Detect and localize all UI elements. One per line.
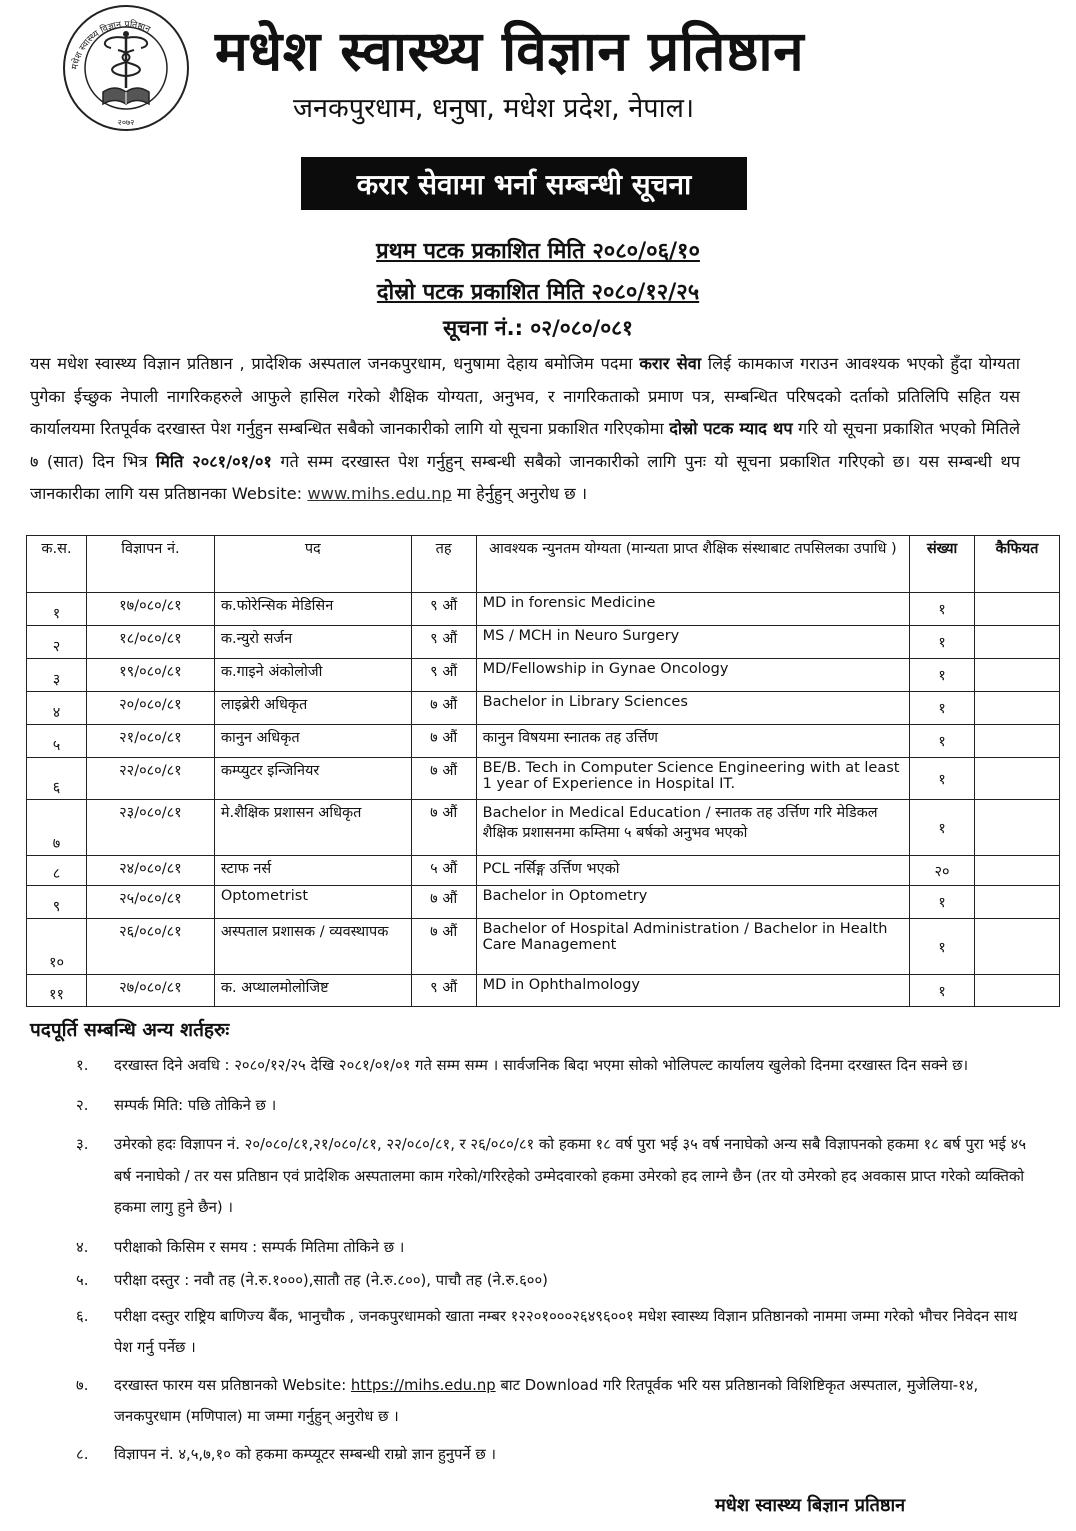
cell-count: १ <box>910 725 975 758</box>
condition-item <box>70 1232 1030 1264</box>
condition-text: दरखास्त फारम यस प्रतिष्ठानको Website: <box>114 1376 347 1394</box>
table-row <box>27 725 1060 758</box>
svg-text:मधेश स्वास्थ्य विज्ञान प्रतिष्: मधेश स्वास्थ्य विज्ञान प्रतिष्ठान <box>70 19 152 71</box>
cell-adv-no: २१/०८०/८१ <box>86 725 214 758</box>
notice-number: सूचना नं.: ०२/०८०/०८१ <box>443 316 633 340</box>
cell-remarks <box>975 659 1060 692</box>
cell-count: १ <box>910 692 975 725</box>
cell-level: ९ औं <box>411 659 476 692</box>
condition-text: सम्पर्क मिति: पछि तोकिने छ । <box>114 1096 277 1114</box>
cell-qualification: BE/B. Tech in Computer Science Engineering with at least 1 year of Experience in Hospital IT. <box>476 758 909 800</box>
cell-sn: ११ <box>27 975 87 1007</box>
cell-qualification: MS / MCH in Neuro Surgery <box>476 626 909 659</box>
cell-level: ९ औं <box>411 975 476 1007</box>
condition-number: ३. <box>76 1136 89 1153</box>
cell-sn: १० <box>27 919 87 975</box>
letterhead <box>0 0 1076 150</box>
table-row <box>27 800 1060 856</box>
intro-text: गरि यो सूचना प्रकाशित भएको मितिले ७ (सात) दिन भित्र <box>30 419 1020 471</box>
condition-number: ५. <box>76 1272 89 1289</box>
cell-sn: ३ <box>27 659 87 692</box>
table-row <box>27 626 1060 659</box>
condition-number: ४. <box>76 1238 89 1256</box>
cell-level: ९ औं <box>411 626 476 659</box>
cell-post: अस्पताल प्रशासक / व्यवस्थापक <box>214 919 411 975</box>
cell-level: ५ औं <box>411 856 476 886</box>
notice-banner: करार सेवामा भर्ना सम्बन्धी सूचना <box>301 157 747 210</box>
intro-emphasis: करार सेवा <box>639 354 702 373</box>
svg-text:२०७२: २०७२ <box>117 118 135 127</box>
header-remarks: कैफियत <box>975 536 1060 593</box>
condition-number: ८. <box>76 1445 89 1463</box>
cell-sn: ७ <box>27 800 87 856</box>
cell-count: १ <box>910 800 975 856</box>
cell-count: १ <box>910 593 975 626</box>
cell-count: २० <box>910 856 975 886</box>
cell-level: ७ औं <box>411 919 476 975</box>
condition-item <box>70 1129 1030 1224</box>
cell-sn: ४ <box>27 692 87 725</box>
table-row <box>27 692 1060 725</box>
cell-remarks <box>975 856 1060 886</box>
cell-count: १ <box>910 975 975 1007</box>
cell-remarks <box>975 800 1060 856</box>
cell-remarks <box>975 975 1060 1007</box>
cell-qualification: MD/Fellowship in Gynae Oncology <box>476 659 909 692</box>
cell-count: १ <box>910 919 975 975</box>
institution-logo <box>55 4 197 132</box>
cell-sn: ८ <box>27 856 87 886</box>
cell-level: ७ औं <box>411 725 476 758</box>
cell-adv-no: १७/०८०/८१ <box>86 593 214 626</box>
condition-text: बाट Download गरि रितपूर्वक भरि यस प्रतिष्ठानको विशिष्टिकृत अस्पताल, मुजेलिया-१४, जनकपुरधाम (मणिपाल) मा जम्मा गर्नुहुन् अनुरोध छ । <box>114 1376 979 1425</box>
condition-item <box>70 1265 1030 1297</box>
condition-item <box>70 1090 1030 1122</box>
cell-remarks <box>975 758 1060 800</box>
table-row <box>27 593 1060 626</box>
institution-name: मधेश स्वास्थ्य विज्ञान प्रतिष्ठान <box>215 19 805 83</box>
cell-adv-no: २६/०८०/८१ <box>86 919 214 975</box>
institution-address: जनकपुरधाम, धनुषा, मधेश प्रदेश, नेपाल। <box>293 93 695 124</box>
header-count: संख्या <box>910 536 975 593</box>
cell-remarks <box>975 626 1060 659</box>
table-row <box>27 919 1060 975</box>
cell-count: १ <box>910 886 975 919</box>
condition-item <box>70 1370 1030 1433</box>
intro-text: मा हेर्नुहुन् अनुरोध छ । <box>457 484 587 503</box>
cell-remarks <box>975 692 1060 725</box>
intro-text: लिई कामकाज गराउन आवश्यक भएको हुँदा योग्यता पुगेका ईच्छुक नेपाली नागरिकहरुले आफुले हासिल गरेको शैक्षिक योग्यता, अनुभव, र नागरिकताको प्रमाण पत्र, सम्बन्धित परिषदको दर्ताको प्रतिलिपि सहित यस कार्यालयमा रितपूर्वक दरखास्त पेश गर्नुहुन सम्बन्धित सबैको जानकारीको लागि यो सूचना प्रकाशित गरिएकोमा <box>30 354 1020 438</box>
cell-post: कानुन अधिकृत <box>214 725 411 758</box>
cell-level: ७ औं <box>411 758 476 800</box>
cell-adv-no: २७/०८०/८१ <box>86 975 214 1007</box>
cell-qualification: Bachelor in Medical Education / स्नातक तह उर्त्तिण गरि मेडिकल शैक्षिक प्रशासनमा कम्तिमा ५ बर्षको अनुभव भएको <box>476 800 909 856</box>
table-header-row <box>27 536 1060 593</box>
cell-qualification: Bachelor in Library Sciences <box>476 692 909 725</box>
table-row <box>27 659 1060 692</box>
cell-post: लाइब्रेरी अधिकृत <box>214 692 411 725</box>
condition-number: २. <box>76 1096 89 1114</box>
cell-remarks <box>975 593 1060 626</box>
download-link[interactable]: https://mihs.edu.np <box>350 1376 496 1394</box>
cell-post: क.न्युरो सर्जन <box>214 626 411 659</box>
condition-item <box>70 1050 1030 1082</box>
cell-level: ९ औं <box>411 593 476 626</box>
condition-text: परीक्षाको किसिम र समय : सम्पर्क मितिमा तोकिने छ । <box>114 1238 405 1256</box>
header-adv-no: विज्ञापन नं. <box>86 536 214 593</box>
condition-number: ६. <box>76 1307 89 1325</box>
cell-remarks <box>975 886 1060 919</box>
header-level: तह <box>411 536 476 593</box>
table-row <box>27 975 1060 1007</box>
cell-sn: २ <box>27 626 87 659</box>
intro-text: गते सम्म दरखास्त पेश गर्नुहुन् सम्बन्धी सबैको जानकारीको लागि पुनः यो सूचना प्रकाशित गरिएको छ। यस सम्बन्धी थप जानकारीका लागि यस प्रतिष्ठानका Website: <box>30 451 1020 503</box>
cell-adv-no: २५/०८०/८१ <box>86 886 214 919</box>
condition-text: विज्ञापन नं. ४,५,७,१० को हकमा कम्प्यूटर सम्बन्धी राम्रो ज्ञान हुनुपर्ने छ । <box>114 1445 497 1463</box>
table-row <box>27 886 1060 919</box>
first-publication-date: प्रथम पटक प्रकाशित मिति २०८०/०६/१० <box>376 239 700 264</box>
cell-post: स्टाफ नर्स <box>214 856 411 886</box>
cell-adv-no: १८/०८०/८१ <box>86 626 214 659</box>
intro-emphasis: मिति २०८१/०१/०१ <box>155 451 272 471</box>
header-sn: क.स. <box>27 536 87 593</box>
condition-text: उमेरको हदः विज्ञापन नं. २०/०८०/८१,२१/०८०/८१, २२/०८०/८१, र २६/०८०/८१ को हकमा १८ वर्ष पुरा भई ३५ वर्ष ननाघेको अन्य सबै विज्ञापनको हकमा १८ बर्ष पुरा भई ४५ बर्ष ननाघेको / तर यस प्रतिष्ठान एवं प्रादेशिक अस्पतालमा काम गरेको/गरिरहेको उम्मेदवारको हकमा उमेरको हद लाग्ने छैन (तर यो उमेरको हद अवकास प्राप्त गरेको व्यक्तिको हकमा लागु हुने छैन) । <box>114 1136 1027 1216</box>
condition-text: दरखास्त दिने अवधि : २०८०/१२/२५ देखि २०८१/०१/०१ गते सम्म सम्म । सार्वजनिक बिदा भएमा सोको भोलिपल्ट कार्यालय खुलेको दिनमा दरखास्त दिन सक्ने छ। <box>114 1057 969 1074</box>
table-row <box>27 758 1060 800</box>
condition-number: ७. <box>76 1376 89 1394</box>
table-row <box>27 856 1060 886</box>
cell-adv-no: २२/०८०/८१ <box>86 758 214 800</box>
cell-post: कम्प्युटर इन्जिनियर <box>214 758 411 800</box>
cell-post: क. अप्थालमोलोजिष्ट <box>214 975 411 1007</box>
cell-remarks <box>975 725 1060 758</box>
cell-post: Optometrist <box>214 886 411 919</box>
intro-paragraph <box>30 348 1020 511</box>
cell-adv-no: २०/०८०/८१ <box>86 692 214 725</box>
conditions-title: पदपूर्ति सम्बन्धि अन्य शर्तहरुः <box>30 1019 230 1041</box>
condition-text: परीक्षा दस्तुर राष्ट्रिय बाणिज्य बैंक, भानुचौक , जनकपुरधामको खाता नम्बर १२२०१०००२६४९६००१ मधेश स्वास्थ्य विज्ञान प्रतिष्ठानको नाममा जम्मा गरेको भौचर निवेदन साथ पेश गर्नु पर्नेछ । <box>114 1307 1018 1356</box>
cell-sn: ९ <box>27 886 87 919</box>
cell-adv-no: २३/०८०/८१ <box>86 800 214 856</box>
header-post: पद <box>214 536 411 593</box>
condition-text: परीक्षा दस्तुर : नवौ तह (ने.रु.१०००),सातौ तह (ने.रु.८००), पाचौ तह (ने.रु.६००) <box>114 1272 548 1289</box>
cell-sn: ५ <box>27 725 87 758</box>
signature-institution: मधेश स्वास्थ्य बिज्ञान प्रतिष्ठान <box>715 1495 906 1516</box>
cell-qualification: MD in forensic Medicine <box>476 593 909 626</box>
cell-post: क.गाइने अंकोलोजी <box>214 659 411 692</box>
condition-item <box>70 1301 1030 1364</box>
vacancy-table <box>26 535 1060 1007</box>
condition-item <box>70 1439 1030 1471</box>
cell-count: १ <box>910 626 975 659</box>
website-link[interactable]: www.mihs.edu.np <box>307 484 452 503</box>
cell-qualification: कानुन विषयमा स्नातक तह उर्त्तिण <box>476 725 909 758</box>
cell-sn: १ <box>27 593 87 626</box>
cell-level: ७ औं <box>411 692 476 725</box>
cell-count: १ <box>910 659 975 692</box>
intro-emphasis: दोस्रो पटक म्याद थप <box>669 419 793 438</box>
cell-adv-no: १९/०८०/८१ <box>86 659 214 692</box>
cell-qualification: Bachelor in Optometry <box>476 886 909 919</box>
cell-post: क.फोरेन्सिक मेडिसिन <box>214 593 411 626</box>
cell-level: ७ औं <box>411 886 476 919</box>
header-qualification: आवश्यक न्युनतम योग्यता (मान्यता प्राप्त शैक्षिक संस्थाबाट तपसिलका उपाधि ) <box>476 536 909 593</box>
intro-text: यस मधेश स्वास्थ्य विज्ञान प्रतिष्ठान , प्रादेशिक अस्पताल जनकपुरधाम, धनुषामा देहाय बमोजिम पदमा <box>30 354 633 373</box>
conditions-list <box>70 1050 1030 1470</box>
cell-level: ७ औं <box>411 800 476 856</box>
cell-qualification: MD in Ophthalmology <box>476 975 909 1007</box>
cell-post: मे.शैक्षिक प्रशासन अधिकृत <box>214 800 411 856</box>
cell-qualification: PCL नर्सिङ्ग उर्त्तिण भएको <box>476 856 909 886</box>
cell-adv-no: २४/०८०/८१ <box>86 856 214 886</box>
condition-number: १. <box>76 1057 89 1074</box>
cell-qualification: Bachelor of Hospital Administration / Bachelor in Health Care Management <box>476 919 909 975</box>
cell-remarks <box>975 919 1060 975</box>
second-publication-date: दोस्रो पटक प्रकाशित मिति २०८०/१२/२५ <box>376 280 700 305</box>
cell-sn: ६ <box>27 758 87 800</box>
cell-count: १ <box>910 758 975 800</box>
